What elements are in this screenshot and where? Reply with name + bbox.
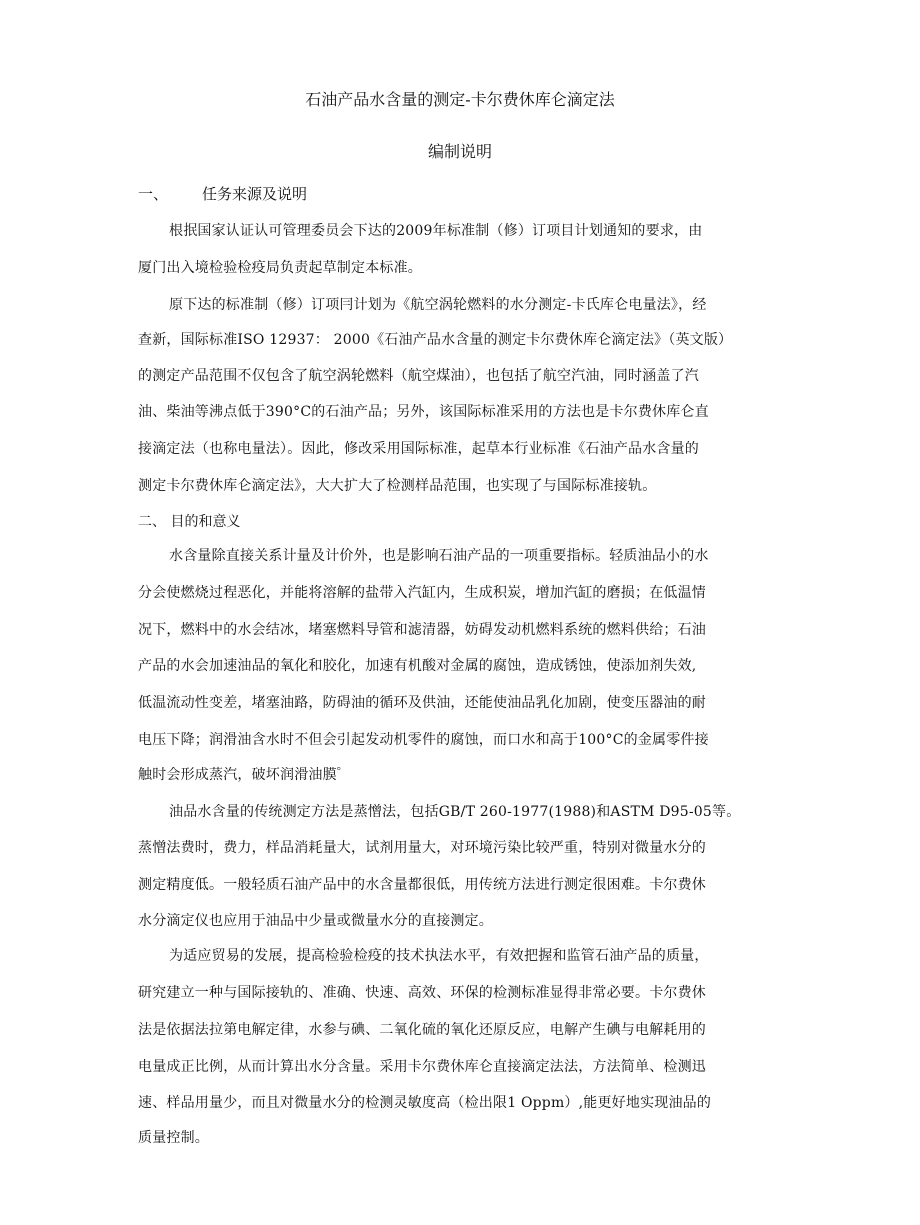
paragraph-line: 水分滴定仪也应用于油品中少量或微量水分的直接测定。 — [138, 913, 493, 929]
paragraph-line: 产品的水会加速油品的氧化和胶化，加速有机酸对金属的腐蚀，造成锈蚀，使添加剂失效, — [138, 658, 697, 674]
paragraph-line: 查新，国际标准ISO 12937： 2000《石油产品水含量的测定卡尔费休库仑滴定法》（英文版） — [138, 332, 733, 348]
section-1-number: 一、 — [138, 185, 169, 203]
paragraph-line: 为适应贸易的发展，提高检验检疫的技术执法水平，有效把握和监管石油产品的质量， — [169, 948, 709, 964]
paragraph-line: 接滴定法（也称电量法）。因此，修改采用国际标准，起草本行业标准《石油产品水含量的 — [138, 441, 699, 457]
document-subtitle: 编制说明 — [427, 142, 492, 161]
paragraph-line: 蒸憎法费时，费力，样品消耗量大，试剂用量大，对环境污染比较严重，特别对微量水分的 — [138, 840, 706, 856]
paragraph-line: 质量控制。 — [138, 1130, 209, 1146]
paragraph-line: 厦门出入境检验检疫局负责起草制定本标准。 — [138, 260, 422, 276]
paragraph-line: 电压下降；润滑油含水时不但会引起发动机零件的腐蚀，而口水和高于100°C的金属零件接 — [138, 732, 709, 748]
section-2-heading: 二、 目的和意义 — [138, 514, 241, 530]
paragraph-line: 测定卡尔费休库仑滴定法》，大大扩大了检测样品范围，也实现了与国际标准接轨。 — [138, 478, 657, 494]
paragraph-line: 测定精度低。一般轻质石油产品中的水含量都很低，用传统方法进行测定很困难。卡尔费休 — [138, 877, 706, 893]
paragraph-line: 水含量除直接关系计量及计价外，也是影响石油产品的一项重要指标。轻质油品小的水 — [169, 548, 709, 564]
paragraph-line: 分会使燃烧过程恶化，并能将溶解的盐带入汽缸内，生成积炭，增加汽缸的磨损；在低温情 — [138, 585, 706, 601]
paragraph-line: 的测定产品范围不仅包含了航空涡轮燃料（航空煤油），也包括了航空汽油，同时涵盖了汽 — [138, 368, 699, 384]
paragraph-line: 速、样品用量少，而且对微量水分的检测灵敏度高（检出限1 Oppm）,能更好地实现油品的 — [138, 1095, 712, 1111]
paragraph-line: 法是依据法拉第电解定律，水参与碘、二氧化硫的氧化还原反应，电解产生碘与电解耗用的 — [138, 1022, 706, 1038]
paragraph-line: 触时会形成蒸汽，破坏润滑油膜゜ — [138, 767, 351, 783]
paragraph-line: 低温流动性变差，堵塞油路，防碍油的循环及供油，还能使油品乳化加剧，使变压器油的耐 — [138, 695, 706, 711]
paragraph-line: 电量成正比例，从而计算出水分含量。采用卡尔费休库仑直接滴定法法，方法简单、检测迅 — [138, 1059, 706, 1075]
paragraph-line: 原下达的标准制（修）订项冃计划为《航空涡轮燃料的水分测定-卡氏库仑电量法》，经 — [169, 297, 707, 313]
section-1-heading — [138, 183, 307, 205]
paragraph-line: 根抿国家认证认可管理委员会下达的2009年标准制（修）订项目计划通知的要求，由 — [169, 223, 703, 239]
paragraph-line: 油品水含量的传统测定方法是蒸憎法，包括GB/T 260-1977(1988)和ASTM D95-05等。 — [169, 804, 741, 820]
paragraph-line: 油、柴油等沸点低于390°C的石油产品；另外，该国际标准采用的方法也是卡尔费休库仑直 — [138, 404, 709, 420]
paragraph-line: 研究建立一种与国际接轨的、准确、快速、高效、环保的检测标准显得非常必要。卡尔费休 — [138, 985, 706, 1001]
paragraph-line: 况下，燃料中的水会结冰，堵塞燃料导管和滤清器，妨碍发动机燃料系统的燃料供给；石油 — [138, 622, 706, 638]
section-1-title: 任务来源及说明 — [202, 185, 308, 203]
document-title: 石油产品水含量的测定-卡尔费休库仑滴定法 — [305, 90, 615, 109]
